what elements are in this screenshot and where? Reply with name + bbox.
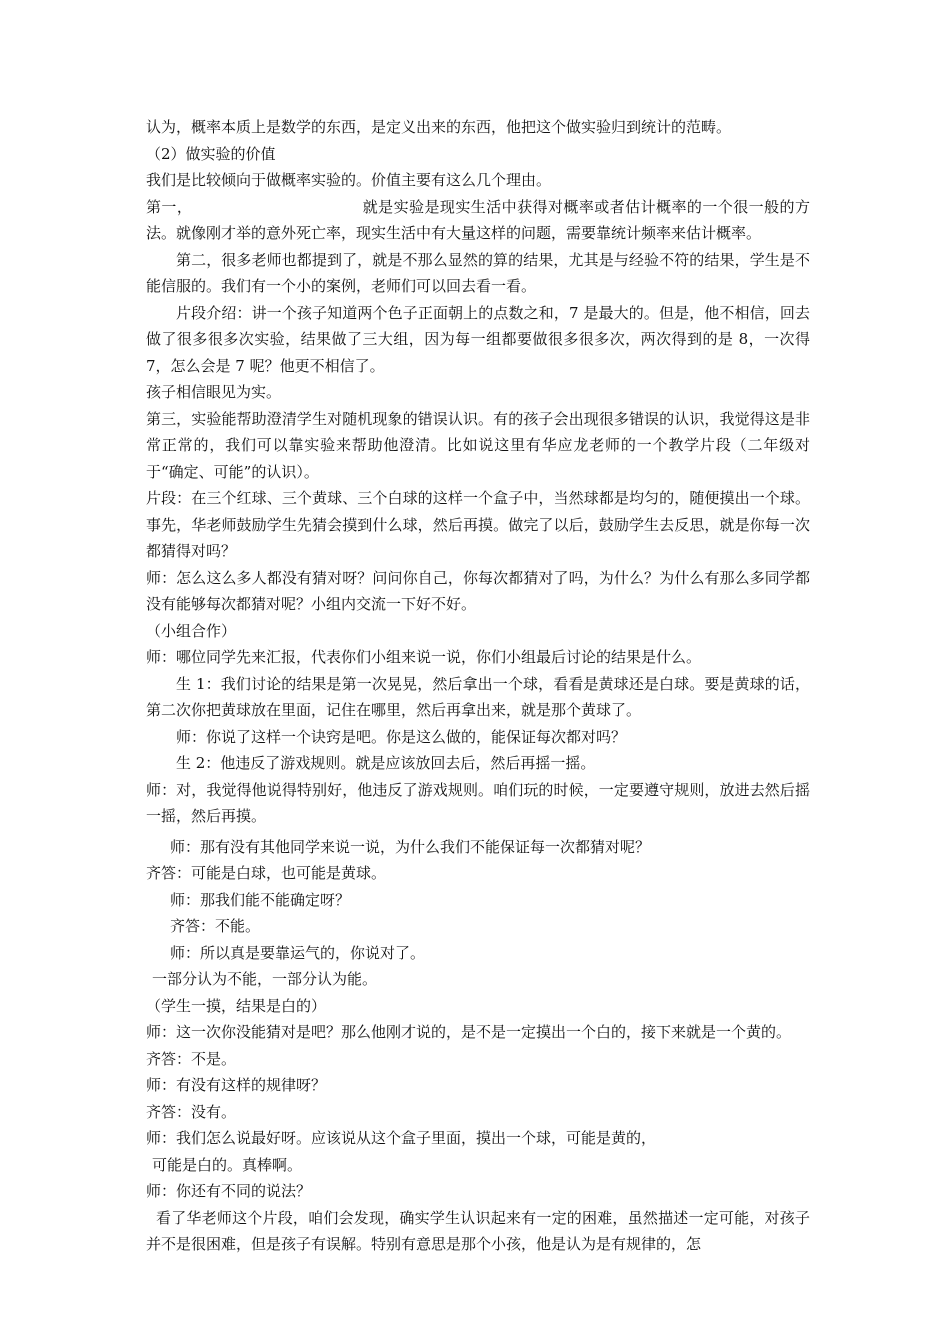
paragraph: 我们是比较倾向于做概率实验的。价值主要有这么几个理由。 [146,171,552,189]
dialogue-line: 师：我们怎么说最好呀。应该说从这个盒子里面，摸出一个球，可能是黄的， [146,1129,657,1147]
document-page [146,114,810,1258]
paragraph: 第二，很多老师也都提到了，就是不那么显然的算的结果，尤其是与经验不符的结果，学生是不能信服的。我们有一个小的案例，老师们可以回去看一看。 [146,250,810,295]
dialogue-line: 师：那有没有其他同学来说一说，为什么我们不能保证每一次都猜对呢？ [170,837,651,856]
paragraph: 片段介绍：讲一个孩子知道两个色子正面朝上的点数之和，7 是最大的。但是，他不相信，回去做了很多很多次实验，结果做了三大组，因为每一组都要做很多很多次，两次得到的是 8，一次得 7，怎么会是 7 呢？他更不相信了。 [146,303,810,375]
dialogue-line: 师：对，我觉得他说得特别好，他违反了游戏规则。咱们玩的时候，一定要遵守规则，放进去然后摇一摇，然后再摸。 [146,780,810,825]
paragraph: 第三，实验能帮助澄清学生对随机现象的错误认识。有的孩子会出现很多错误的认识，我觉得这是非常正常的，我们可以靠实验来帮助他澄清。比如说这里有华应龙老师的一个教学片段（二年级对于“确定、可能”的认识）。 [146,409,810,481]
dialogue-line: 齐答：不是。 [146,1049,237,1068]
stage-note: （小组合作） [146,621,237,640]
dialogue-line: 齐答：不能。 [170,917,261,935]
dialogue-line: 可能是白的。真棒啊。 [152,1155,303,1174]
dialogue-line: 齐答：没有。 [146,1102,237,1121]
dialogue-line: 师：怎么这么多人都没有猜对呀？问问你自己，你每次都猜对了吗，为什么？为什么有那么多同学都没有能够每次都猜对呢？小组内交流一下好不好。 [146,568,810,613]
dialogue-line: 师：所以真是要靠运气的，你说对了。 [170,943,426,962]
paragraph [146,194,810,247]
paragraph: 认为，概率本质上是数学的东西，是定义出来的东西，他把这个做实验归到统计的范畴。 [146,118,732,136]
dialogue-line: 师：哪位同学先来汇报，代表你们小组来说一说，你们小组最后讨论的结果是什么。 [146,648,702,666]
paragraph-body: 就是实验是现实生活中获得对概率或者估计概率的一个很一般的方法。就像刚才举的意外死亡率，现实生活中有大量这样的问题，需要靠统计频率来估计概率。 [146,197,810,242]
paragraph: 一部分认为不能，一部分认为能。 [152,970,378,988]
dialogue-line: 师：那我们能不能确定呀？ [170,890,351,909]
dialogue-line: 师：这一次你没能猜对是吧？那么他刚才说的，是不是一定摸出一个白的，接下来就是一个黄的。 [146,1023,792,1041]
dialogue-line: 齐答：可能是白球，也可能是黄球。 [146,864,387,882]
dialogue-line: 师：你还有不同的说法？ [146,1182,312,1200]
section-heading: （2）做实验的价值 [146,144,276,163]
dialogue-line: 师：有没有这样的规律呀？ [146,1076,327,1094]
stage-note: （学生一摸，结果是白的） [146,996,327,1015]
paragraph: 孩子相信眼见为实。 [146,383,282,401]
paragraph-lead: 第一， [146,197,193,216]
dialogue-line: 生 1：我们讨论的结果是第一次晃晃，然后拿出一个球，看看是黄球还是白球。要是黄球的话，第二次你把黄球放在里面，记住在哪里，然后再拿出来，就是那个黄球了。 [146,674,810,719]
dialogue-line: 师：你说了这样一个诀窍是吧。你是这么做的，能保证每次都对吗？ [176,727,627,746]
paragraph: 看了华老师这个片段，咱们会发现，确实学生认识起来有一定的困难，虽然描述一定可能，对孩子并不是很困难，但是孩子有误解。特别有意思是那个小孩，他是认为是有规律的，怎 [146,1208,810,1253]
dialogue-line: 生 2：他违反了游戏规则。就是应该放回去后，然后再摇一摇。 [176,754,596,772]
paragraph: 片段：在三个红球、三个黄球、三个白球的这样一个盒子中，当然球都是均匀的，随便摸出一个球。事先，华老师鼓励学生先猜会摸到什么球，然后再摸。做完了以后，鼓励学生去反思，就是你每一次都猜得对吗？ [146,489,810,560]
